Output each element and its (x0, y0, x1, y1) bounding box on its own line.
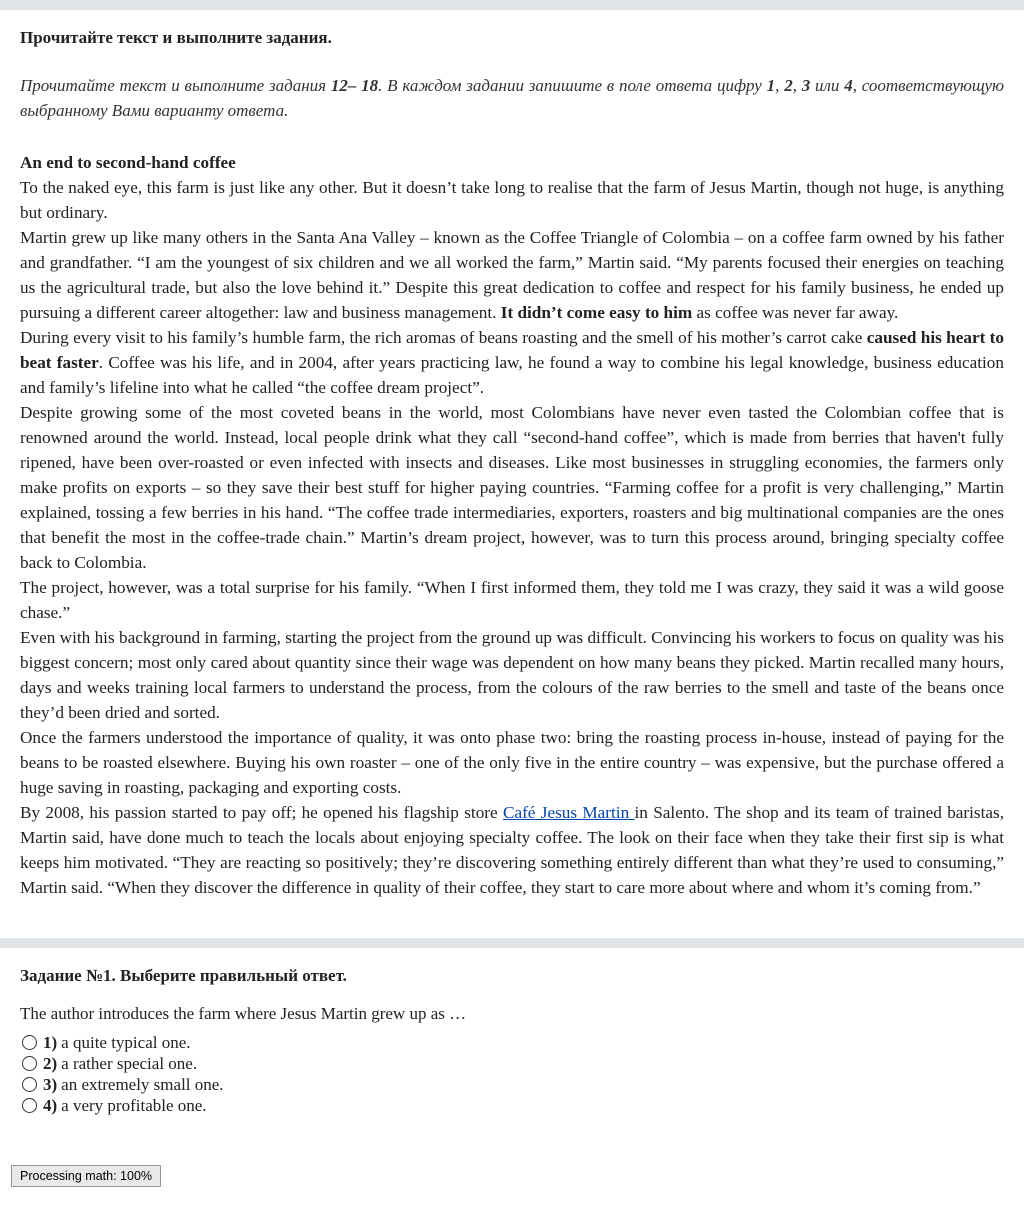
instructions (20, 73, 1004, 123)
instr-text: . В каждом задании запишите в поле ответа цифру (378, 76, 767, 95)
paragraph (20, 800, 1004, 900)
paragraph: To the naked eye, this farm is just like any other. But it doesn’t take long to realise that the farm of Jesus Martin, though not huge, is anything but ordinary. (20, 178, 1004, 222)
option-number: 4) (43, 1096, 58, 1115)
option-label: a rather special one. (61, 1054, 198, 1073)
article-heading: An end to second-hand coffee (20, 153, 236, 172)
instr-digit: 1 (766, 76, 776, 95)
paragraph (20, 325, 1004, 400)
instr-range: 12– 18 (330, 76, 379, 95)
question-section (0, 966, 1024, 1116)
paragraph-text: By 2008, his passion started to pay off; he opened his flagship store (20, 803, 503, 822)
radio-button[interactable] (22, 1077, 37, 1092)
paragraph-text: in Salento. The shop and its team of trained baristas, Martin said, have done much to teach the locals about enjoying specialty coffee. The look on their face when they take their first sip is what keeps him motivated. “They are reacting so positively; they’re discovering something entirely different than what they’re used to consuming,” Martin said. “When they discover the difference in quality of their coffee, they start to care more about where and whom it’s coming from.” (20, 803, 1004, 897)
option-number: 1) (43, 1033, 58, 1052)
paragraph (20, 225, 1004, 325)
highlighted-phrase: caused his heart to beat faster (20, 328, 1004, 372)
instr-text: Прочитайте текст и выполните задания (20, 76, 331, 95)
instr-sep: или (810, 76, 845, 95)
radio-button[interactable] (22, 1035, 37, 1050)
instr-text: , соответствующую выбранному Вами варианту ответа. (20, 76, 1005, 120)
answer-option-4[interactable] (22, 1095, 1004, 1116)
paragraph-text: as coffee was never far away. (692, 303, 899, 322)
section-divider (0, 938, 1024, 948)
cafe-link[interactable]: Café Jesus Martin (502, 803, 635, 822)
instr-sep: , (775, 76, 785, 95)
answer-options (20, 1032, 1004, 1116)
instr-digit: 2 (784, 76, 793, 95)
answer-option-3[interactable] (22, 1074, 1004, 1095)
paragraph: Even with his background in farming, starting the project from the ground up was difficult. Convincing his workers to focus on quality was his biggest concern; most only cared about quantity since their wage was dependent on how many beans they picked. Martin recalled many hours, days and weeks training local farmers to understand the process, from the colours of the raw berries to the smell and taste of the beans once they’d been dried and sorted. (20, 628, 1004, 722)
option-number: 3) (43, 1075, 58, 1094)
article (20, 150, 1004, 900)
highlighted-phrase: It didn’t come easy to him (500, 303, 693, 322)
paragraph: The project, however, was a total surprise for his family. “When I first informed them, they told me I was crazy, they said it was a wild goose chase.” (20, 578, 1004, 622)
paragraph-text: During every visit to his family’s humble farm, the rich aromas of beans roasting and the smell of his mother’s carrot cake (20, 328, 867, 347)
paragraph-text: Martin grew up like many others in the Santa Ana Valley – known as the Coffee Triangle of Colombia – on a coffee farm owned by his father and grandfather. “I am the youngest of six children and we all worked the farm,” Martin said. “My parents focused their energies on teaching us the agricultural trade, but also the love behind it.” Despite this great dedication to coffee and respect for his family business, he ended up pursuing a different career altogether: law and business management. (20, 228, 1004, 322)
page-title: Прочитайте текст и выполните задания. (20, 28, 332, 47)
math-processing-status: Processing math: 100% (11, 1165, 161, 1187)
option-label: a quite typical one. (61, 1033, 191, 1052)
top-bar (0, 0, 1024, 10)
option-number: 2) (43, 1054, 58, 1073)
question-text: The author introduces the farm where Jesus Martin grew up as … (20, 1004, 467, 1023)
reading-section (0, 28, 1024, 900)
radio-button[interactable] (22, 1098, 37, 1113)
instr-sep: , (792, 76, 802, 95)
instr-digit: 3 (801, 76, 811, 95)
paragraph: Despite growing some of the most coveted beans in the world, most Colombians have never even tasted the Colombian coffee that is renowned around the world. Instead, local people drink what they call “second-hand coffee”, which is made from berries that haven't fully ripened, have been over-roasted or even infected with insects and diseases. Like most businesses in struggling economies, the farmers only make profits on exports – so they save their best stuff for higher paying countries. “Farming coffee for a profit is very challenging,” Martin explained, tossing a few berries in his hand. “The coffee trade intermediaries, exporters, roasters and big multinational companies are the ones that benefit the most in the coffee-trade chain.” Martin’s dream project, however, was to turn this process around, bringing specialty coffee back to Colombia. (20, 403, 1004, 572)
question-title: Задание №1. Выберите правильный ответ. (20, 966, 347, 985)
instr-digit: 4 (844, 76, 853, 95)
answer-option-2[interactable] (22, 1053, 1004, 1074)
option-label: an extremely small one. (61, 1075, 224, 1094)
paragraph: Once the farmers understood the importance of quality, it was onto phase two: bring the roasting process in-house, instead of paying for the beans to be roasted elsewhere. Buying his own roaster – one of the only five in the entire country – was expensive, but the purchase offered a huge saving in roasting, packaging and exporting costs. (20, 728, 1004, 797)
radio-button[interactable] (22, 1056, 37, 1071)
paragraph-text: . Coffee was his life, and in 2004, after years practicing law, he found a way to combine his legal knowledge, business education and family’s lifeline into what he called “the coffee dream project”. (20, 353, 1004, 397)
answer-option-1[interactable] (22, 1032, 1004, 1053)
option-label: a very profitable one. (61, 1096, 207, 1115)
